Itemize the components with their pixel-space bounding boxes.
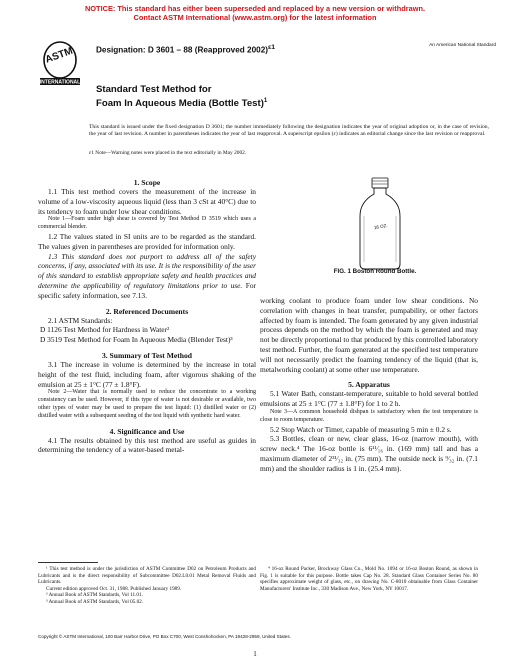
boston-round-bottle-figure <box>320 176 440 272</box>
designation: Designation: D 3601 – 88 (Reapproved 2002)$^{\varepsilon 1}$ <box>96 44 276 55</box>
para-1-3: 1.3 This standard does not purport to address all of the safety concerns, if any, associated with its use. It is the responsibility of the user of this standard to establish appropriate safety and health practices and determine the applicability of regulatory limitations prior to use. For specific safety information, see 7.13. <box>38 251 256 300</box>
footnote-2: ² Annual Book of ASTM Standards, Vol 11.01. <box>46 592 143 599</box>
ref-d3519: D 3519 Test Method for Foam In Aqueous Media (Blender Test)³ <box>40 335 233 345</box>
para-5-1: 5.1 Water Bath, constant-temperature, suitable to hold several bottled emulsions at 25 ± 1°C (77 ± 1.8°F) for 1 to 2 h. <box>260 389 478 409</box>
footnotes-left <box>38 566 256 606</box>
footnote-4: ⁴ 16-oz Round Packer, Brockway Glass Co., Mold No. 1094 or 16-oz Boston Round, as shown in Fig. 1 is suitable for this purpose. Bottle takes Cap No. 28. Standard Glass Container Series No. 80 specifies approximate weight of glass, etc., on drawing No. C-8010 obtainable from Glass Container Manufacturers' Institute Inc., 330 Madison Ave., New York, NY 10017. <box>260 566 478 592</box>
ref-d1126: D 1126 Test Method for Hardness in Water² <box>40 325 170 335</box>
right-column <box>260 296 478 474</box>
bottle-label: 16 OZ. <box>373 222 388 231</box>
svg-text:ASTM: ASTM <box>43 45 75 66</box>
footnotes-right <box>260 566 478 592</box>
designation-sup: ε1 <box>268 44 276 51</box>
para-1-2: 1.2 The values stated in SI units are to be regarded as the standard. The values given in parentheses are provided for information only. <box>38 231 256 251</box>
footnote-1b: Current edition approved Oct. 31, 1988. Published January 1989. <box>46 585 182 592</box>
american-national-standard: An American National Standard <box>429 43 496 48</box>
para-2-1: 2.1 ASTM Standards: <box>48 315 113 325</box>
copyright-footer: Copyright © ASTM International, 100 Barr Harbor Drive, PO Box C700, West Conshohocken, PA 19428-2959, United States. <box>38 634 291 639</box>
logo-text: INTERNATIONAL <box>40 79 80 86</box>
para-5-3: 5.3 Bottles, clean or new, clear glass, 16-oz (narrow mouth), with screw neck.⁴ The 16-oz bottle is 6¹¹⁄₁₆ in. (169 mm) tall and has a maximum diameter of 2³¹⁄₃₂ in. (75 mm). The outside neck is ⁹⁄₃₂ in. (7.1 mm) and the shoulder radius is 1 in. (25.4 mm). <box>260 434 478 473</box>
notice-line-2: Contact ASTM International (www.astm.org) for the latest information <box>133 13 377 22</box>
title-line-2: Foam In Aqueous Media (Bottle Test)$^1$ <box>96 97 268 109</box>
para-1-1: 1.1 This test method covers the measurement of the increase in volume of a low-viscosity aqueous liquid (less than 3 cSt at 40°C) due to its tendency to foam under low shear conditions. <box>38 187 256 216</box>
page-title <box>96 84 267 109</box>
issued-statement: This standard is issued under the fixed designation D 3601; the number immediately following the designation indicates the year of original adoption or, in the case of revision, the year of last revision. A number in parentheses indicates the year of last reapproval. A superscript epsilon (ε) indicates an editorial change since the last revision or reapproval. <box>89 124 489 138</box>
footnote-1: ¹ This test method is under the jurisdiction of ASTM Committee D02 on Petroleum Products and Lubricants and is the direct responsibility of Subcommittee D02.L0.01 Metal Removal Fluids and Lubricants. <box>38 566 256 586</box>
footnote-rule-left <box>38 562 98 563</box>
page-number: 1 <box>253 650 257 658</box>
figure-caption: FIG. 1 Boston Round Bottle. <box>333 268 417 275</box>
epsilon-note: ε1 Note—Warning notes were placed in the text editorially in May 2002. <box>89 150 247 156</box>
notice-banner <box>0 4 510 22</box>
astm-logo-icon <box>40 40 80 88</box>
notice-line-1: NOTICE: This standard has either been superseded and replaced by a new version or withdrawn. <box>84 4 426 13</box>
scope-heading: 1. Scope <box>133 178 161 187</box>
footnote-3: ³ Annual Book of ASTM Standards, Vol 05.02. <box>46 598 144 605</box>
para-3-1: 3.1 The increase in volume is determined by the increase in total height of the test fluid, including foam, after vigorous shaking of the emulsion at 25 ± 1°C (77 ± 1.8°F). <box>38 359 256 389</box>
note-1: Note 1—Foam under high shear is covered by Test Method D 3519 which uses a commercial blender. <box>38 216 256 231</box>
para-5-2: 5.2 Stop Watch or Timer, capable of measuring 5 min ± 0.2 s. <box>270 424 452 434</box>
note-3: Note 3—A common household dishpan is satisfactory when the test temperature is close to room temperature. <box>260 408 478 423</box>
referenced-docs-heading: 2. Referenced Documents <box>105 306 189 316</box>
note-2: Note 2—Water that is normally used to reduce the concentrate to a working consistency can be used. However, if this type of water is not desirable or available, two other types of water may be used to prepare the test liquid: (1) distilled water or (2) distilled water with a subsequent seeding of the test liquid with synthetic hard water. <box>38 389 256 419</box>
summary-heading: 3. Summary of Test Method <box>101 350 193 360</box>
title-line-1: Standard Test Method for <box>96 84 212 95</box>
significance-heading: 4. Significance and Use <box>109 426 185 436</box>
para-4-1: 4.1 The results obtained by this test method are useful as guides in determining the tendency of a water-based metal- <box>38 435 256 455</box>
apparatus-heading: 5. Apparatus <box>348 380 390 390</box>
title-sup: 1 <box>263 97 268 104</box>
para-4-1-cont: working coolant to produce foam under low shear conditions. No correlation with changes in heat transfer, pumpability, or other factors affected by foam is intended. The foam generated by any given industrial process depends on the method by which the foam is generated and may not be directly proportional to that produced by this controlled laboratory test method. Further, the foam generated at the specified test temperature will not necessarily predict the foaming tendency of the liquid (that is, metalworking coolant) at some other use temperature. <box>260 296 478 374</box>
left-column <box>38 178 256 455</box>
